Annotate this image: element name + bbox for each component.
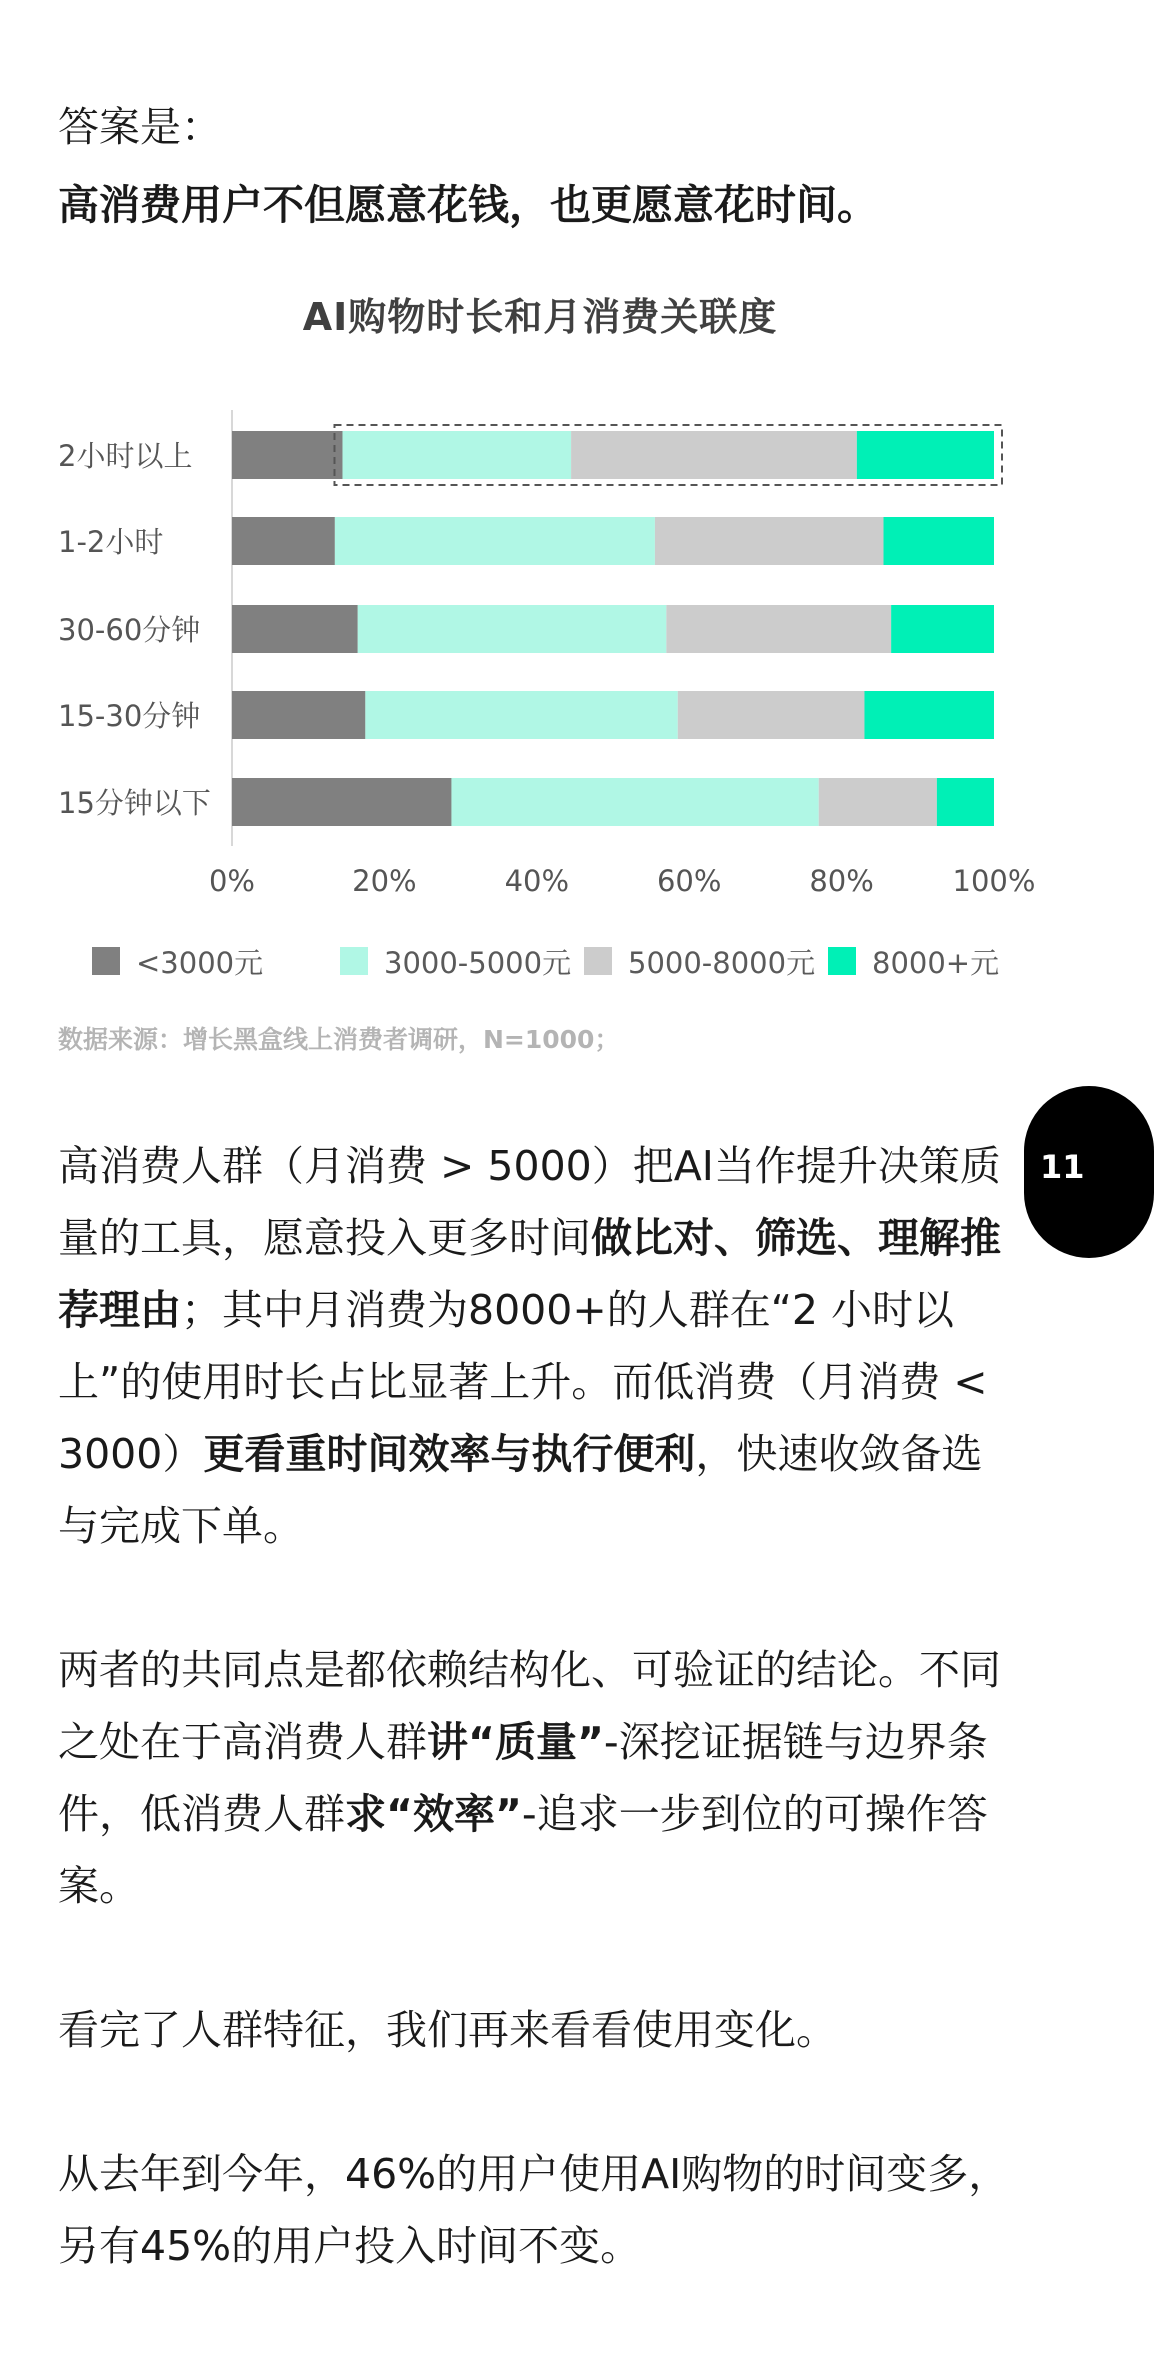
bar-segment-2 <box>358 605 667 653</box>
x-tick-label: 0% <box>208 864 256 898</box>
intro-lead: 答案是： <box>58 103 222 151</box>
bar-segment-1 <box>232 778 451 826</box>
legend-label-5000-8000: 5000-8000元 <box>628 945 816 980</box>
bar-segment-4 <box>857 431 994 479</box>
chart-title: AI购物时长和月消费关联度 <box>302 295 778 339</box>
bar-segment-3 <box>678 691 865 739</box>
legend-swatch-gt8000 <box>828 947 856 975</box>
bar-segment-4 <box>891 605 994 653</box>
category-label: 2小时以上 <box>58 439 193 473</box>
bar-segment-1 <box>232 605 358 653</box>
x-tick-label: 80% <box>809 864 874 898</box>
legend-swatch-5000-8000 <box>584 947 612 975</box>
bar-segment-3 <box>655 517 884 565</box>
stacked-bar-chart <box>0 380 1080 920</box>
x-tick-label: 100% <box>952 864 1036 898</box>
bar-segment-1 <box>232 431 342 479</box>
data-source-note: 数据来源：增长黑盒线上消费者调研，N=1000； <box>58 1025 620 1054</box>
paragraph-common-points <box>58 1634 1018 1922</box>
legend-label-gt8000: 8000+元 <box>872 945 1000 980</box>
para1-text-3: ，快速收敛备选与完成下单。 <box>58 1430 983 1550</box>
page-number-badge <box>1024 1086 1154 1258</box>
bar-segment-3 <box>819 778 937 826</box>
bar-segment-3 <box>666 605 891 653</box>
bar-segment-1 <box>232 517 335 565</box>
legend-item-3000-5000 <box>340 940 571 982</box>
bar-segment-4 <box>937 778 994 826</box>
intro-block <box>58 88 1018 244</box>
legend-item-lt3000 <box>92 940 263 982</box>
page-number: 11 <box>1040 1148 1085 1186</box>
legend-label-lt3000: <3000元 <box>136 945 264 980</box>
x-tick-label: 40% <box>504 864 570 898</box>
body-text <box>58 1130 1018 2354</box>
legend-item-5000-8000 <box>584 940 815 982</box>
para2-text-3: -追求一步到位的可操作答案。 <box>58 1790 988 1910</box>
bar-segment-4 <box>884 517 994 565</box>
legend-item-gt8000 <box>828 940 999 982</box>
category-label: 15分钟以下 <box>58 786 211 820</box>
legend-label-3000-5000: 3000-5000元 <box>384 945 572 980</box>
category-label: 15-30分钟 <box>58 699 201 733</box>
bar-segment-2 <box>451 778 818 826</box>
para1-text-1: 高消费人群（月消费 > 5000）把AI当作提升决策质量的工具，愿意投入更多时间 <box>58 1142 1001 1262</box>
para1-bold-2: 更看重时间效率与执行便利 <box>203 1430 696 1478</box>
bar-segment-2 <box>342 431 571 479</box>
legend-swatch-lt3000 <box>92 947 120 975</box>
paragraph-high-vs-low <box>58 1130 1018 1562</box>
category-label: 30-60分钟 <box>58 613 201 647</box>
chart-legend <box>92 940 1052 982</box>
para1-text-2: ；其中月消费为8000+的人群在“2 小时以上”的使用时长占比显著上升。而低消费（月消费 < 3000） <box>58 1286 988 1478</box>
para2-bold-2: 求“效率” <box>345 1790 522 1838</box>
bar-segment-2 <box>365 691 677 739</box>
legend-swatch-3000-5000 <box>340 947 368 975</box>
intro-conclusion: 高消费用户不但愿意花钱，也更愿意花时间。 <box>58 181 878 229</box>
paragraph-usage-change: 从去年到今年，46%的用户使用AI购物的时间变多，另有45%的用户投入时间不变。 <box>58 2150 1010 2270</box>
para2-text-2: -深挖证据链与边界条件，低消费人群 <box>58 1718 988 1838</box>
x-tick-label: 60% <box>656 864 722 898</box>
bar-segment-2 <box>335 517 655 565</box>
bar-segment-4 <box>864 691 994 739</box>
para2-bold-1: 讲“质量” <box>427 1718 604 1766</box>
paragraph-transition: 看完了人群特征，我们再来看看使用变化。 <box>58 2006 837 2054</box>
para1-bold-1: 做比对、筛选、理解推荐理由 <box>58 1214 1001 1334</box>
category-label: 1-2小时 <box>58 525 164 559</box>
bar-segment-3 <box>571 431 857 479</box>
bar-segment-1 <box>232 691 365 739</box>
para2-text-1: 两者的共同点是都依赖结构化、可验证的结论。不同之处在于高消费人群 <box>58 1646 1001 1766</box>
x-tick-label: 20% <box>352 864 417 898</box>
